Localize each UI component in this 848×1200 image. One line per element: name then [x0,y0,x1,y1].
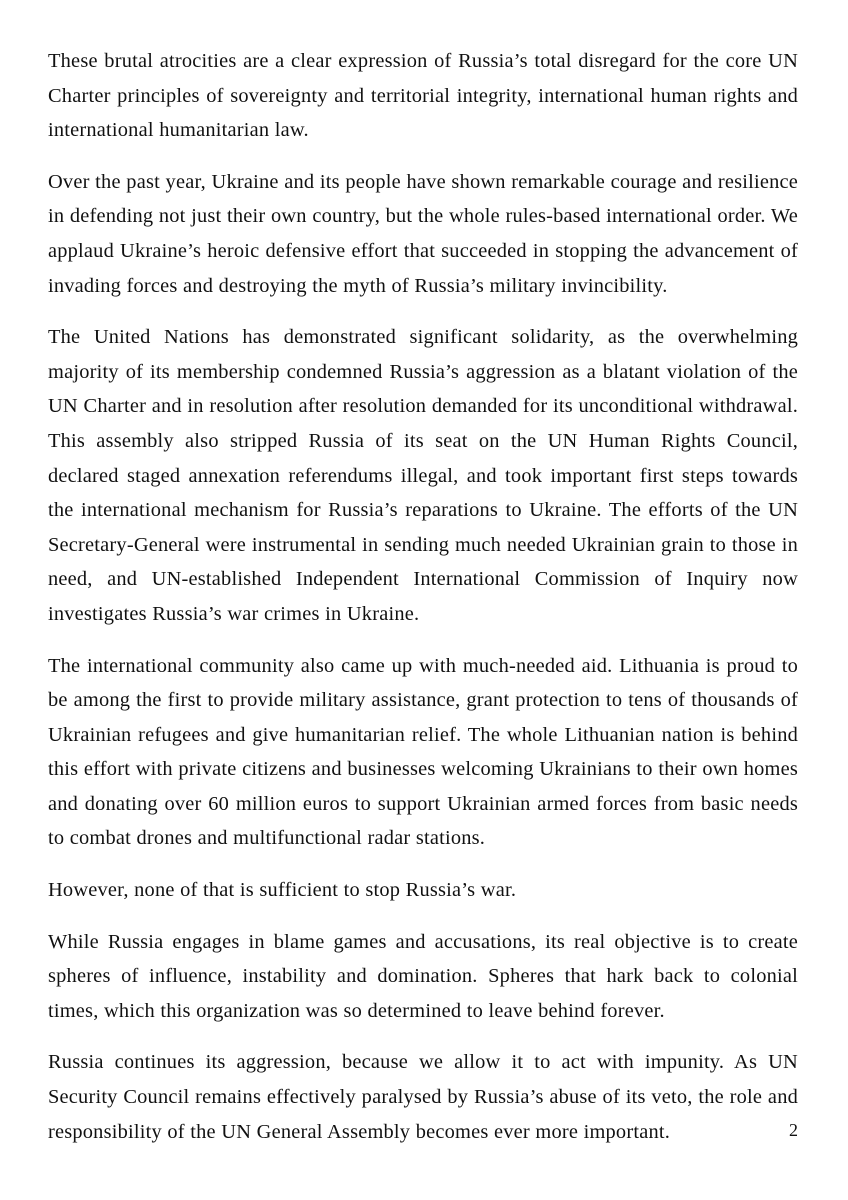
document-body [48,44,798,1149]
paragraph-7: Russia continues its aggression, because we allow it to act with impunity. As UN Security Council remains effectively paralysed by Russia’s abuse of its veto, the role and responsibility of the UN General Assembly becomes ever more important. [48,1051,798,1143]
paragraph-5: However, none of that is sufficient to stop Russia’s war. [48,879,517,902]
paragraph-3: The United Nations has demonstrated significant solidarity, as the overwhelming majority of its membership condemned Russia’s aggression as a blatant violation of the UN Charter and in resolution after resolution demanded for its unconditional withdrawal. This assembly also stripped Russia of its seat on the UN Human Rights Council, declared staged annexation referendums illegal, and took important first steps towards the international mechanism for Russia’s reparations to Ukraine. The efforts of the UN Secretary-General were instrumental in sending much needed Ukrainian grain to those in need, and UN-established Independent International Commission of Inquiry now investigates Russia’s war crimes in Ukraine. [48,326,798,625]
paragraph-4: The international community also came up with much-needed aid. Lithuania is proud to be among the first to provide military assistance, grant protection to tens of thousands of Ukrainian refugees and give humanitarian relief. The whole Lithuanian nation is behind this effort with private citizens and businesses welcoming Ukrainians to their own homes and donating over 60 million euros to support Ukrainian armed forces from basic needs to combat drones and multifunctional radar stations. [48,654,798,850]
paragraph-1: These brutal atrocities are a clear expression of Russia’s total disregard for the core UN Charter principles of sovereignty and territorial integrity, international human rights and international humanitarian law. [48,50,798,142]
paragraph-2: Over the past year, Ukraine and its people have shown remarkable courage and resilience in defending not just their own country, but the whole rules-based international order. We applaud Ukraine’s heroic defensive effort that succeeded in stopping the advancement of invading forces and destroying the myth of Russia’s military invincibility. [48,170,798,297]
page-number: 2 [789,1120,798,1140]
paragraph-6: While Russia engages in blame games and accusations, its real objective is to create spheres of influence, instability and domination. Spheres that hark back to colonial times, which this organization was so determined to leave behind forever. [48,930,798,1022]
